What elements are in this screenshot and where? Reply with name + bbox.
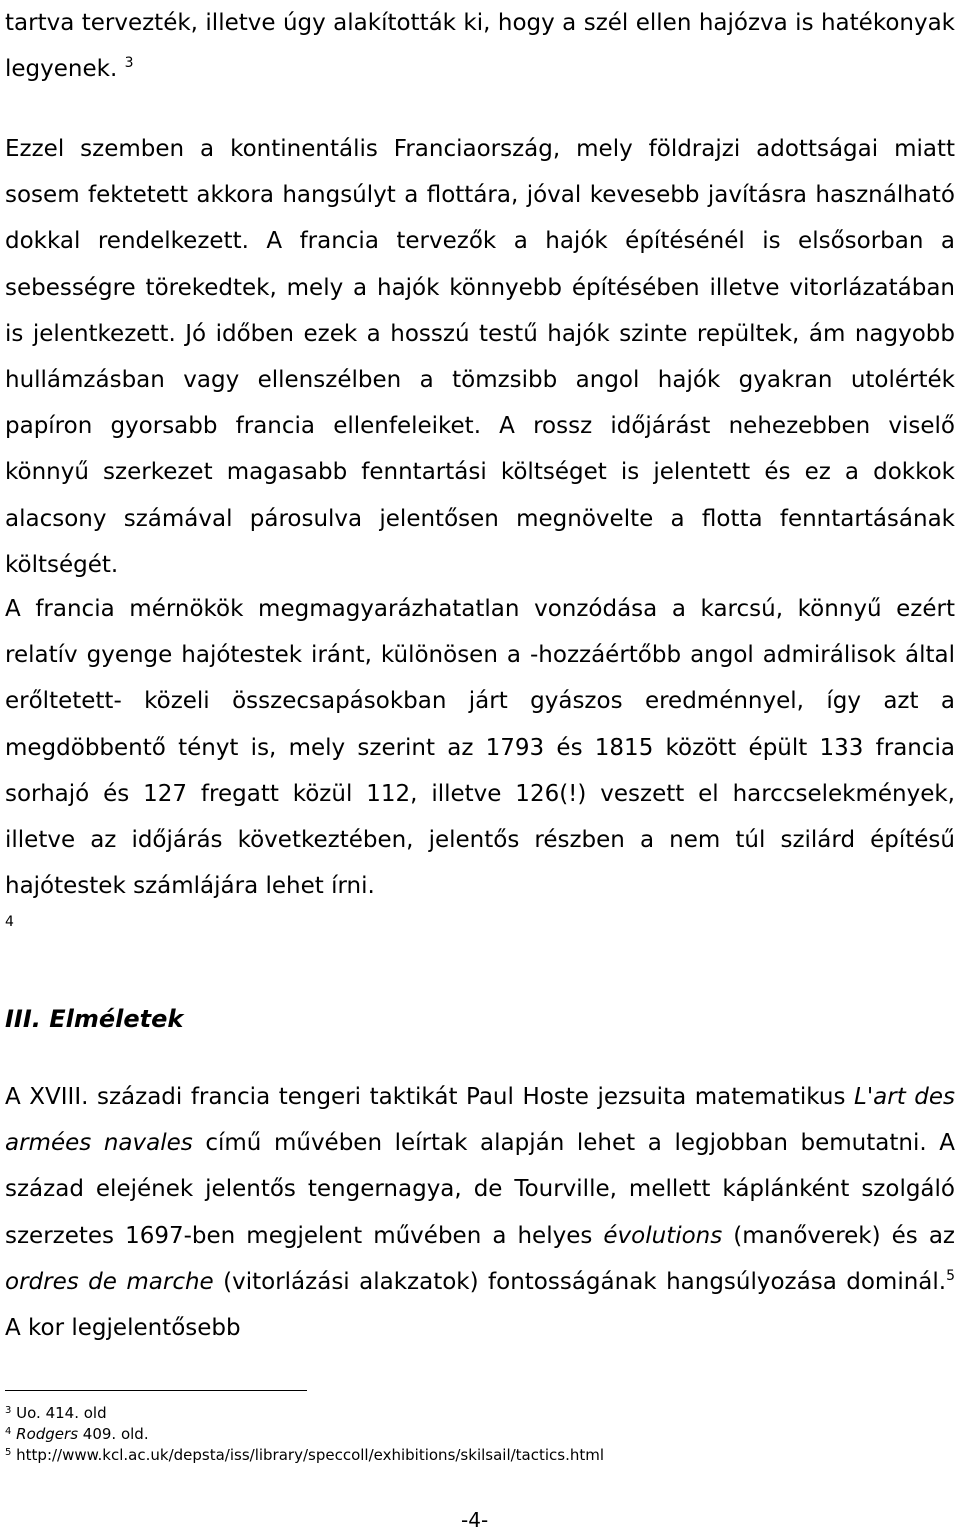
paragraph-1-text: tartva tervezték, illetve úgy alakították ki, hogy a szél ellen hajózva is hatékonyak legyenek. [5, 10, 955, 83]
footnote-text: Uo. 414. old [16, 1404, 107, 1422]
paragraph-4-text-a: A XVIII. századi francia tengeri taktikát Paul Hoste jezsuita matematikus [5, 1084, 855, 1110]
paragraph-4 [5, 1074, 955, 1351]
term-evolutions: évolutions [603, 1222, 723, 1249]
footnote-number: 3 [5, 1405, 12, 1416]
paragraph-2-text: Ezzel szemben a kontinentális Franciaország, mely földrajzi adottságai miatt sosem fektetett akkora hangsúlyt a flottára, jóval kevesebb javításra használható dokkal rendelkezett. A francia tervezők a hajók építésénél is elsősorban a sebességre törekedtek, mely a hajók könnyebb építésében illetve vitorlázatában is jelentkezett. Jó időben ezek a hosszú testű hajók szinte repültek, ám nagyobb hullámzásban vagy ellenszélben a tömzsibb angol hajók gyakran utolérték papíron gyorsabb francia ellenfeleiket. A rossz időjárást nehezebben viselő könnyű szerkezet magasabb fenntartási költséget is jelentett és ez a dokkok alacsony számával párosulva jelentősen megnövelte a flotta fenntartásának költségét. [5, 136, 955, 578]
footnote-author: Rodgers [16, 1425, 79, 1443]
footnote-5 [5, 1445, 604, 1466]
book-title: L'art des armées navales [5, 1084, 955, 1157]
footnote-4 [5, 1424, 604, 1445]
paragraph-4-text-b: című művében leírtak alapján lehet a legjobban bemutatni. A század elejének jelentős tengernagya, de Tourville, mellett káplánként szolgáló szerzetes 1697-ben megjelent művében a helyes [5, 1130, 955, 1249]
footnote-number: 4 [5, 1426, 12, 1437]
paragraph-3-text: A francia mérnökök megmagyarázhatatlan vonzódása a karcsú, könnyű ezért relatív gyenge hajótestek iránt, különösen a -hozzáértőbb angol admirálisok által erőltetett- közeli összecsapásokban járt gyászos eredménnyel, így azt a megdöbbentő tényt is, mely szerint az 1793 és 1815 között épült 133 francia sorhajó és 127 fregatt közül 112, illetve 126(!) veszett el harccselekmények, illetve az időjárás következtében, jelentős részben a nem túl szilárd építésű hajótestek számlájára lehet írni. [5, 596, 955, 900]
paragraph-3 [5, 586, 955, 909]
page-number: -4- [461, 1508, 489, 1532]
footnote-url[interactable]: http://www.kcl.ac.uk/depsta/iss/library/speccoll/exhibitions/skilsail/tactics.html [16, 1446, 605, 1464]
term-ordres-de-marche: ordres de marche [5, 1268, 214, 1295]
section-heading: III. Elméletek [5, 1005, 184, 1033]
footnote-text: 409. old. [78, 1425, 149, 1443]
paragraph-2 [5, 126, 955, 588]
footnote-separator [5, 1390, 307, 1391]
footnote-ref-5[interactable]: 5 [946, 1267, 955, 1284]
footnote-ref-4[interactable]: 4 [5, 914, 14, 930]
footnotes [5, 1403, 604, 1466]
paragraph-4-text-d: (vitorlázási alakzatok) fontosságának hangsúlyozása dominál. [213, 1268, 947, 1295]
footnote-ref-3[interactable]: 3 [124, 55, 134, 72]
paragraph-1 [5, 0, 955, 92]
paragraph-4-text-e: A kor legjelentősebb [5, 1315, 241, 1342]
paragraph-4-text-c: (manőverek) és az [722, 1222, 955, 1249]
footnote-number: 5 [5, 1447, 12, 1458]
footnote-3 [5, 1403, 604, 1424]
